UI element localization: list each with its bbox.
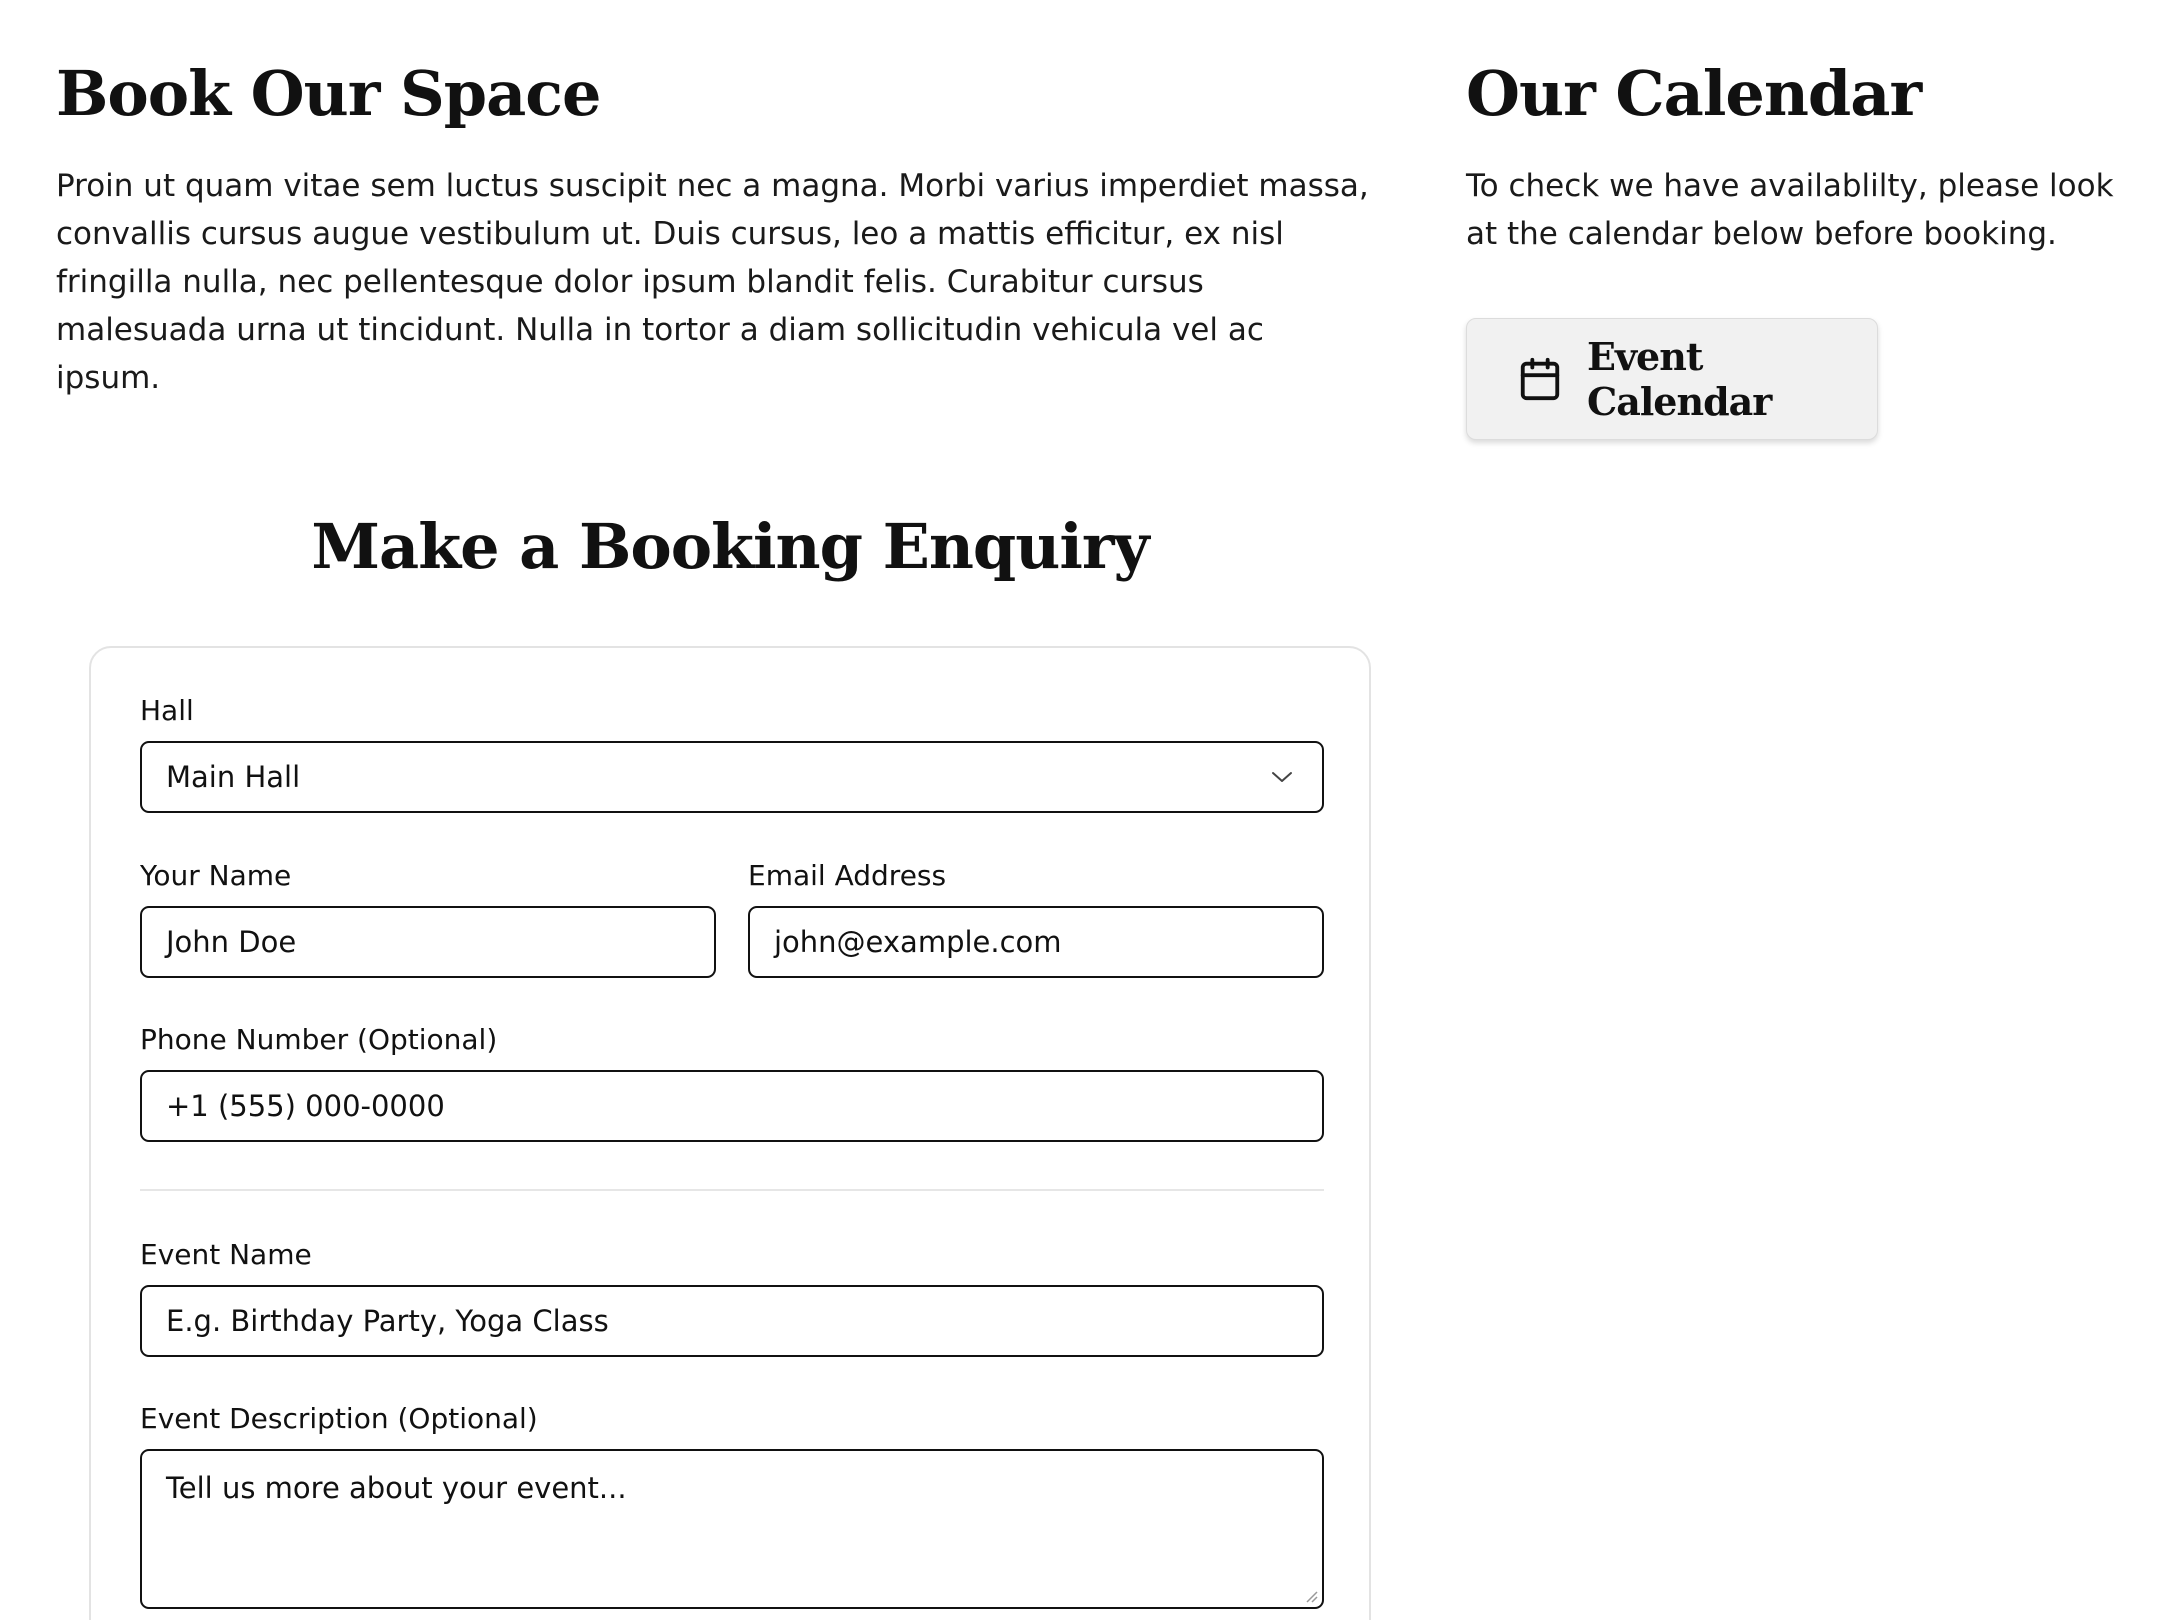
chevron-down-icon [1270,770,1294,784]
calendar-intro: To check we have availablilty, please look at the calendar below before booking. [1466,168,2114,252]
book-section [56,52,1376,402]
event-description-placeholder: Tell us more about your event... [166,1471,627,1505]
event-description-label: Event Description (Optional) [140,1402,538,1435]
calendar-icon [1517,356,1563,402]
name-input[interactable] [140,906,716,978]
event-calendar-label: Event Calendar [1587,334,1772,424]
resize-handle-icon[interactable] [1304,1589,1318,1603]
name-placeholder: John Doe [166,925,297,959]
form-divider [140,1189,1324,1191]
phone-input[interactable] [140,1070,1324,1142]
book-intro: Proin ut quam vitae sem luctus suscipit nec a magna. Morbi varius imperdiet massa, convallis cursus augue vestibulum ut. Duis cursus, leo a mattis efficitur, ex nisl fringilla nulla, nec pellentesque dolor ipsum blandit felis. Curabitur cursus malesuada urna ut tincidunt. Nulla in tortor a diam sollicitudin vehicula vel ac ipsum. [56,168,1369,396]
calendar-section [1466,52,2126,424]
hall-label: Hall [140,694,194,727]
book-title: Book Our Space [56,57,601,130]
event-name-input[interactable] [140,1285,1324,1357]
phone-label: Phone Number (Optional) [140,1023,498,1056]
name-label: Your Name [140,859,292,892]
email-input[interactable] [748,906,1324,978]
calendar-title: Our Calendar [1466,57,1922,130]
event-description-textarea[interactable] [140,1449,1324,1609]
event-name-placeholder: E.g. Birthday Party, Yoga Class [166,1304,609,1338]
event-name-label: Event Name [140,1238,312,1271]
phone-placeholder: +1 (555) 000-0000 [166,1089,445,1123]
enquiry-title: Make a Booking Enquiry [311,510,1149,583]
event-calendar-button[interactable] [1466,318,1878,440]
booking-form [89,646,1371,1620]
hall-select[interactable] [140,741,1324,813]
email-label: Email Address [748,859,947,892]
email-placeholder: john@example.com [774,925,1062,959]
hall-select-value: Main Hall [166,760,301,794]
